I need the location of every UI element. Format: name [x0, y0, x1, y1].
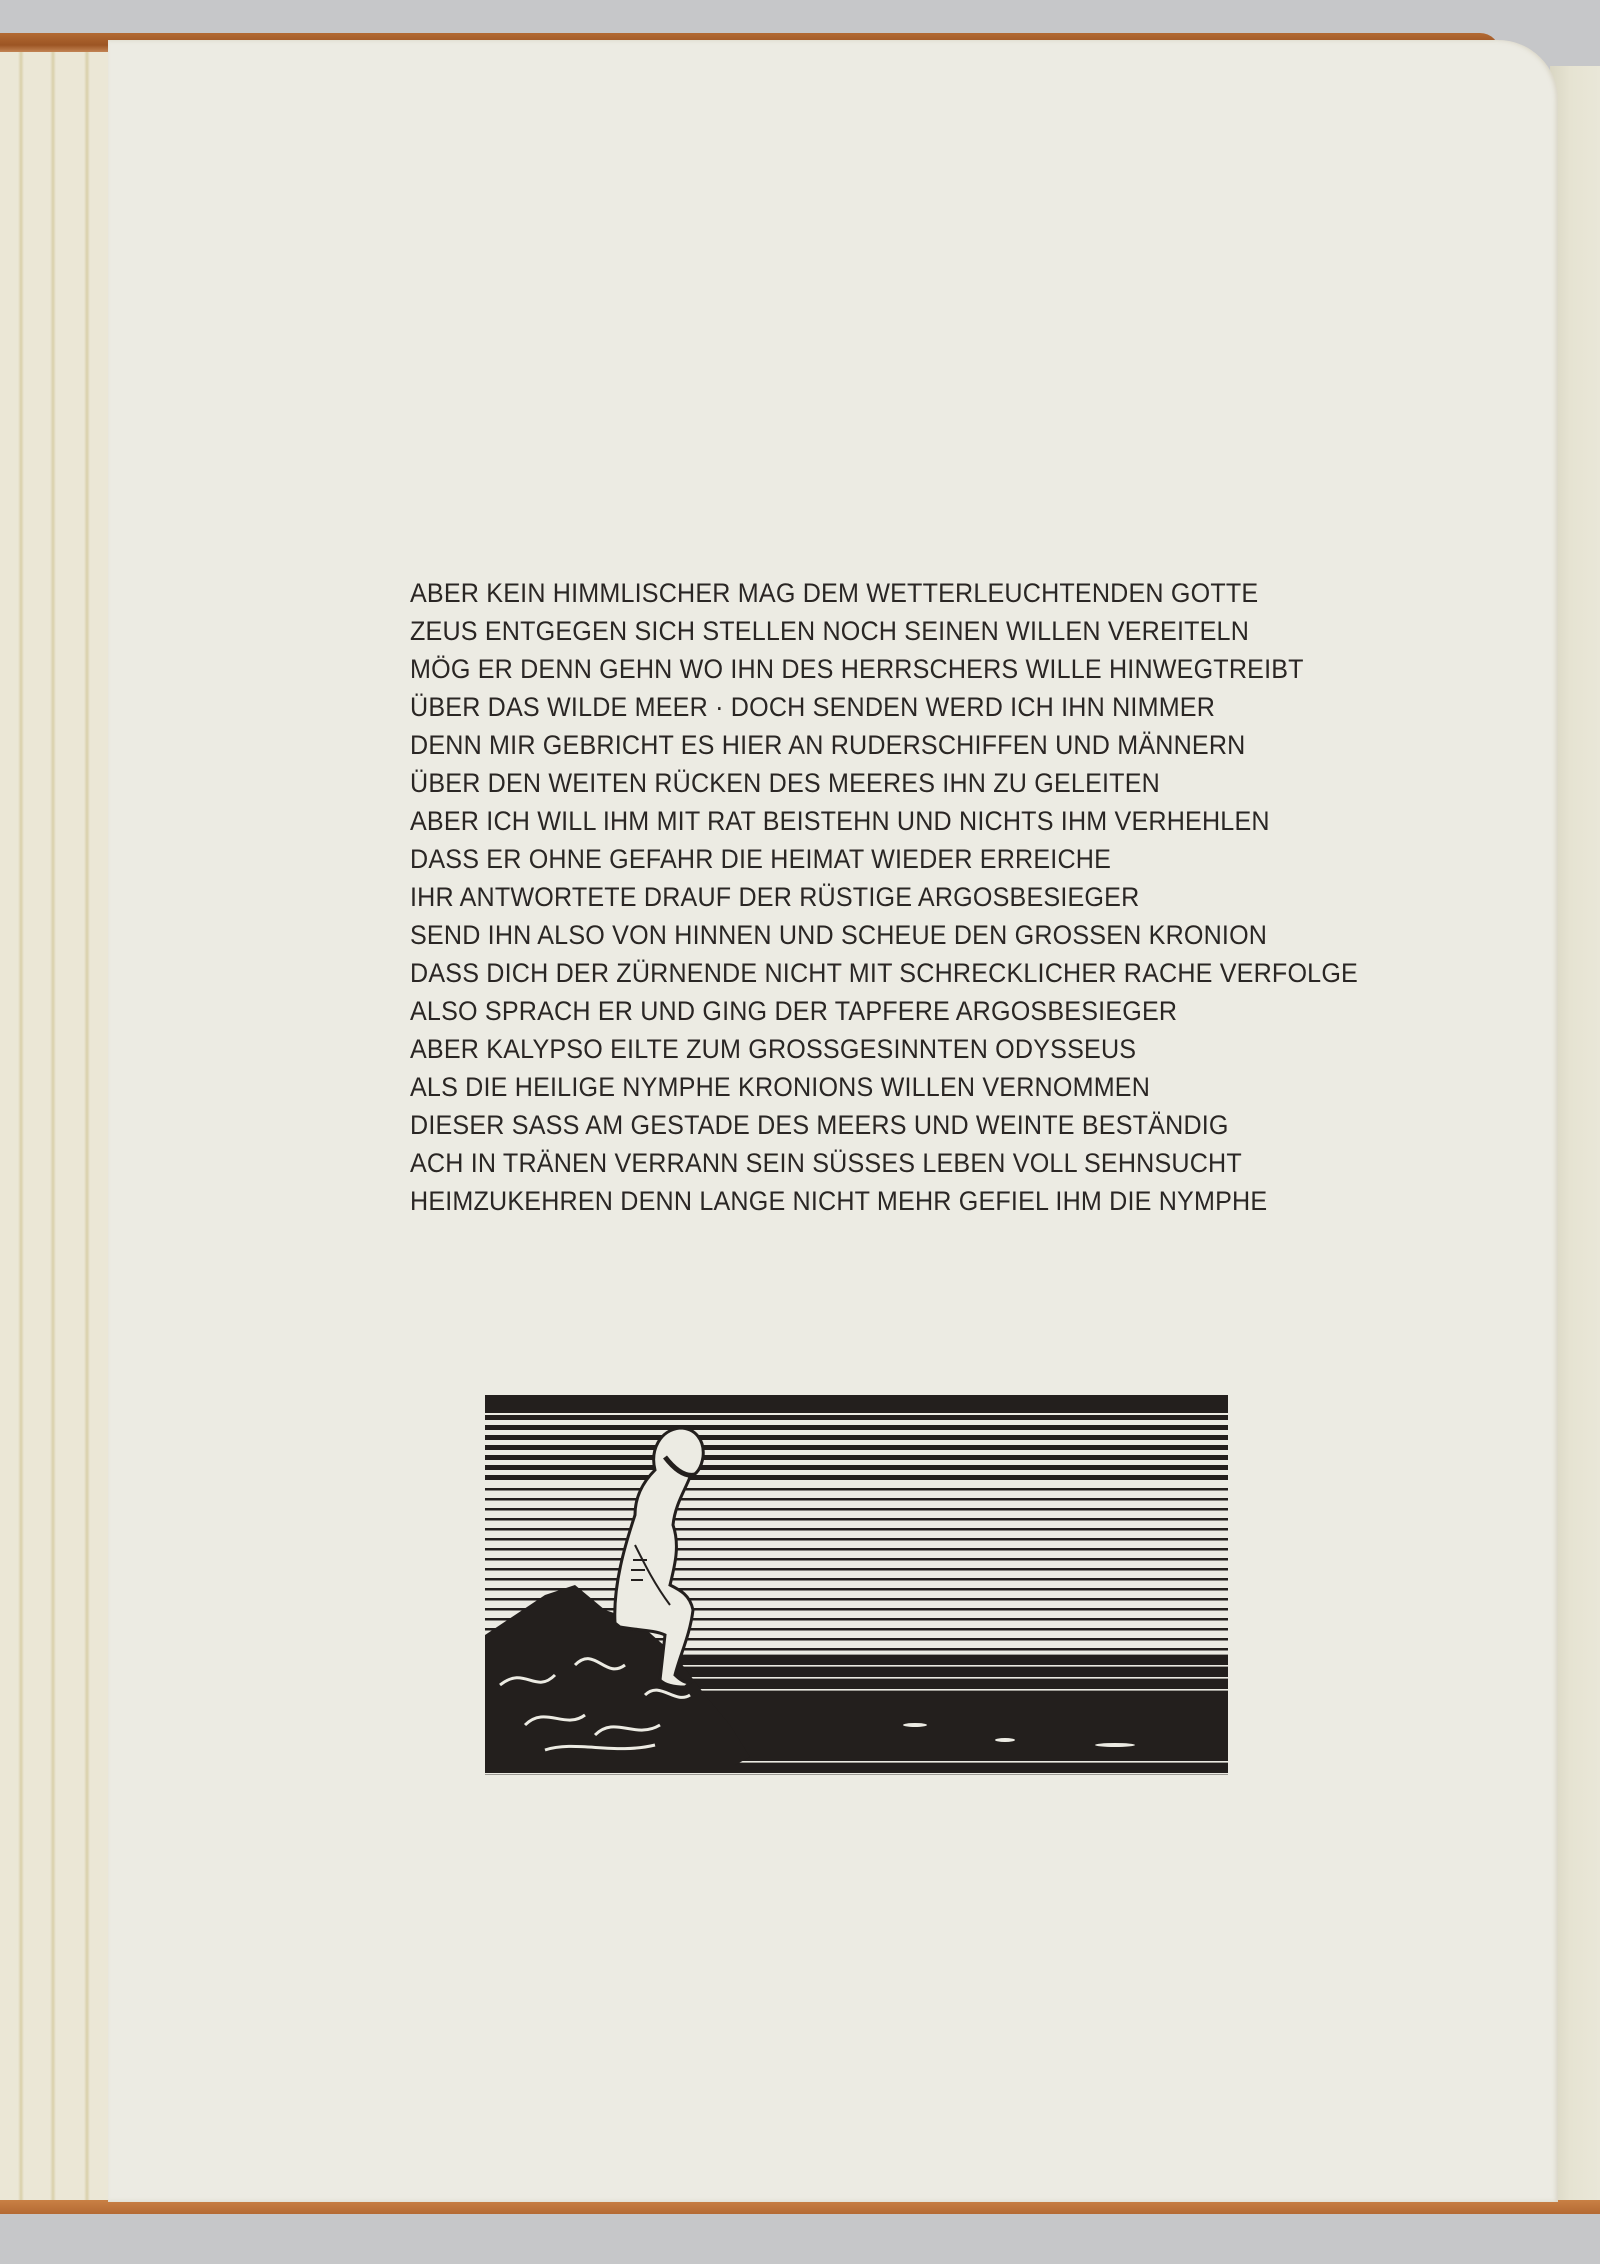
poem-line: MÖG ER DENN GEHN WO IHN DES HERRSCHERS WILLE HINWEGTREIBT [410, 654, 1304, 684]
poem-line: ABER KALYPSO EILTE ZUM GROSSGESINNTEN ODYSSEUS [410, 1034, 1137, 1064]
poem-line: DIESER SASS AM GESTADE DES MEERS UND WEINTE BESTÄNDIG [410, 1110, 1229, 1140]
poem-line: ABER KEIN HIMMLISCHER MAG DEM WETTERLEUCHTENDEN GOTTE [410, 578, 1259, 608]
poem-line: IHR ANTWORTETE DRAUF DER RÜSTIGE ARGOSBESIEGER [410, 882, 1140, 912]
deckle-edge [18, 52, 24, 2202]
poem-line: ÜBER DEN WEITEN RÜCKEN DES MEERES IHN ZU GELEITEN [410, 768, 1160, 798]
poem-line: DENN MIR GEBRICHT ES HIER AN RUDERSCHIFFEN UND MÄNNERN [410, 730, 1246, 760]
poem-line: SEND IHN ALSO VON HINNEN UND SCHEUE DEN GROSSEN KRONION [410, 920, 1268, 950]
book-cover-bottom-edge [0, 2200, 1600, 2214]
poem-line: ABER ICH WILL IHM MIT RAT BEISTEHN UND NICHTS IHM VERHEHLEN [410, 806, 1270, 836]
poem-line: DASS DICH DER ZÜRNENDE NICHT MIT SCHRECKLICHER RACHE VERFOLGE [410, 958, 1358, 988]
woodcut-illustration [485, 1395, 1228, 1775]
poem-line: HEIMZUKEHREN DENN LANGE NICHT MEHR GEFIEL IHM DIE NYMPHE [410, 1186, 1268, 1216]
deckle-edge [50, 52, 56, 2202]
poem-line: ÜBER DAS WILDE MEER · DOCH SENDEN WERD ICH IHN NIMMER [410, 692, 1216, 722]
poem-line: ALSO SPRACH ER UND GING DER TAPFERE ARGOSBESIEGER [410, 996, 1178, 1026]
poem-text [410, 574, 1410, 1220]
poem-line: ACH IN TRÄNEN VERRANN SEIN SÜSSES LEBEN VOLL SEHNSUCHT [410, 1148, 1242, 1178]
poem-line: DASS ER OHNE GEFAHR DIE HEIMAT WIEDER ERREICHE [410, 844, 1112, 874]
deckle-edge [84, 52, 90, 2202]
poem-line: ZEUS ENTGEGEN SICH STELLEN NOCH SEINEN WILLEN VEREITELN [410, 616, 1250, 646]
poem-line: ALS DIE HEILIGE NYMPHE KRONIONS WILLEN VERNOMMEN [410, 1072, 1151, 1102]
